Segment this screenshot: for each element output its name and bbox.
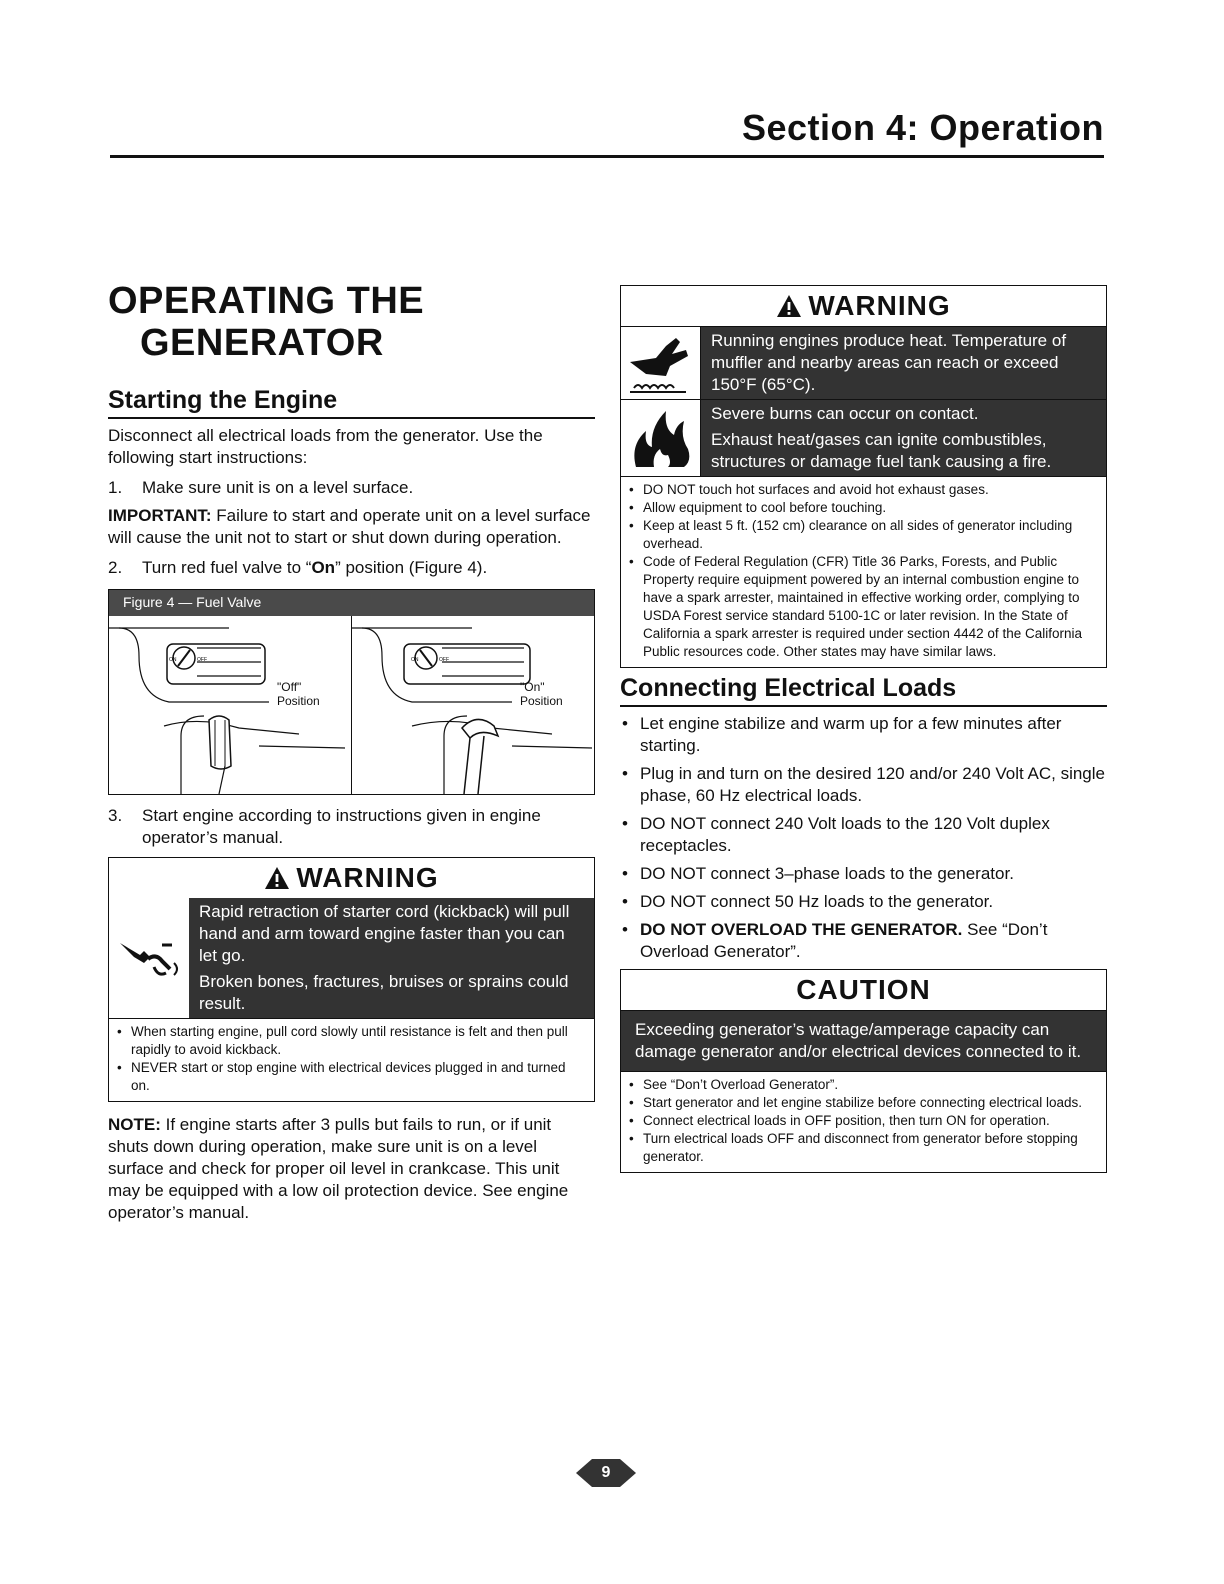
heat-warning-list	[621, 476, 1106, 667]
loads-bullet-list	[620, 713, 1107, 963]
warning-triangle-icon	[776, 294, 802, 318]
caution-box	[620, 969, 1107, 1173]
note-paragraph	[108, 1114, 595, 1224]
figure-panel-on	[351, 616, 594, 794]
off-label-line-2: Position	[277, 694, 320, 708]
figure-fuel-valve	[108, 589, 595, 795]
heat-warning-item: • Code of Federal Regulation (CFR) Title 36 Parks, Forests, and Public Property require equipment powered by an internal combustion engine to have a spark arrester, maintained in effective working order, complying to USDA Forest service standard 5100-1C or later revision. In the State of California a spark arrester is required under section 4442 of the California Public resources code. Other states may have similar laws.	[629, 553, 1098, 661]
kickback-hazard-1: Rapid retraction of starter cord (kickback) will pull hand and arm toward engine faster than you can let go.	[199, 902, 570, 965]
caution-item: • See “Don’t Overload Generator”.	[629, 1076, 1098, 1094]
step-2-number: 2.	[108, 558, 123, 577]
step-1-number: 1.	[108, 478, 123, 497]
loads-bullet: • DO NOT connect 3–phase loads to the generator.	[620, 863, 1107, 885]
step-2-text	[142, 557, 487, 579]
step-3-number: 3.	[108, 806, 123, 825]
caution-title: CAUTION	[796, 974, 931, 1005]
heat-warning-item: • Keep at least 5 ft. (152 cm) clearance on all sides of generator including overhead.	[629, 517, 1098, 553]
step-1-text: Make sure unit is on a level surface.	[142, 478, 414, 497]
page-title-line-2: GENERATOR	[140, 322, 384, 364]
kickback-warning-title	[109, 858, 594, 898]
kickback-hazard-2: Broken bones, fractures, bruises or sprains could result.	[199, 972, 569, 1013]
caution-item: • Connect electrical loads in OFF position, then turn ON for operation.	[629, 1112, 1098, 1130]
important-text: Failure to start and operate unit on a level surface will cause the unit not to start or shut down during operation.	[108, 506, 591, 547]
right-column	[620, 285, 1107, 1173]
dial-off-label-2: OFF	[439, 657, 449, 663]
step-3-text: Start engine according to instructions given in engine operator’s manual.	[142, 806, 541, 847]
on-label-line-1: "On"	[520, 680, 545, 694]
heat-hazard-text-1: Running engines produce heat. Temperature of muffler and nearby areas can reach or exceed 150°F (65°C).	[701, 327, 1106, 399]
step-2	[108, 557, 595, 579]
on-label-line-2: Position	[520, 694, 563, 708]
heat-warning	[620, 285, 1107, 668]
kickback-warning	[108, 857, 595, 1102]
on-position-label	[520, 680, 563, 708]
loads-bullet: • DO NOT connect 240 Volt loads to the 120 Volt duplex receptacles.	[620, 813, 1107, 857]
important-note	[108, 505, 595, 549]
heat-warning-label: WARNING	[808, 290, 951, 321]
step-3	[108, 805, 595, 849]
heat-warning-title	[621, 286, 1106, 326]
heat-hazard-text-2	[701, 400, 1106, 476]
kickback-warning-item: • NEVER start or stop engine with electrical devices plugged in and turned on.	[117, 1059, 586, 1095]
heat-hazard-3: Exhaust heat/gases can ignite combustibles, structures or damage fuel tank causing a fire.	[711, 430, 1052, 471]
important-label: IMPORTANT:	[108, 506, 212, 525]
loads-bullet: • DO NOT connect 50 Hz loads to the generator.	[620, 891, 1107, 913]
heat-hazard-2: Severe burns can occur on contact.	[711, 404, 979, 423]
caution-list	[621, 1071, 1106, 1172]
caution-item: • Turn electrical loads OFF and disconnect from generator before stopping generator.	[629, 1130, 1098, 1166]
note-text: If engine starts after 3 pulls but fails to run, or if unit shuts down during operation, make sure unit is on a level surface and check for proper oil level in crankcase. This unit may be equipped with a low oil protection device. See engine operator’s manual.	[108, 1115, 569, 1222]
overload-bold: DO NOT OVERLOAD THE GENERATOR.	[640, 920, 963, 939]
left-column	[108, 280, 595, 1224]
page-title-line-1: OPERATING THE	[108, 280, 425, 322]
kickback-hazard-text	[189, 898, 594, 1018]
page-number-text: 9	[601, 1464, 611, 1481]
dial-on-label: ON	[169, 657, 177, 663]
subheading-connecting-loads: Connecting Electrical Loads	[620, 674, 1107, 707]
step-2-post: ” position (Figure 4).	[335, 558, 488, 577]
warning-triangle-icon	[264, 866, 290, 890]
heat-warning-item: • DO NOT touch hot surfaces and avoid hot exhaust gases.	[629, 481, 1098, 499]
kickback-hazard-icon	[109, 898, 189, 1018]
kickback-warning-list	[109, 1018, 594, 1101]
section-header	[110, 107, 1104, 158]
overload-rest: See “Don’t Overload Generator”.	[640, 920, 1048, 961]
loads-bullet: • Let engine stabilize and warm up for a few minutes after starting.	[620, 713, 1107, 757]
dial-on-label-2: ON	[411, 657, 419, 663]
kickback-warning-item: • When starting engine, pull cord slowly until resistance is felt and then pull rapidly to avoid kickback.	[117, 1023, 586, 1059]
loads-bullet: • Plug in and turn on the desired 120 and/or 240 Volt AC, single phase, 60 Hz electrical loads.	[620, 763, 1107, 807]
kickback-warning-label: WARNING	[296, 862, 439, 893]
caution-item: • Start generator and let engine stabilize before connecting electrical loads.	[629, 1094, 1098, 1112]
off-position-label	[277, 680, 320, 708]
off-label-line-1: "Off"	[277, 680, 302, 694]
page-number	[576, 1455, 636, 1491]
page-title	[108, 280, 595, 364]
fire-icon	[621, 400, 701, 476]
intro-text: Disconnect all electrical loads from the generator. Use the following start instructions:	[108, 426, 543, 467]
figure-panel-off	[109, 616, 351, 794]
loads-bullet-overload	[620, 919, 1107, 963]
caution-hazard-text: Exceeding generator’s wattage/amperage capacity can damage generator and/or electrical devices connected to it.	[621, 1011, 1106, 1071]
step-2-pre: Turn red fuel valve to “	[142, 558, 312, 577]
dial-off-label: OFF	[197, 657, 207, 663]
step-2-on: On	[311, 558, 336, 577]
step-1	[108, 477, 595, 499]
hot-surface-icon	[621, 327, 701, 399]
figure-caption: Figure 4 — Fuel Valve	[109, 590, 594, 616]
heat-warning-item: • Allow equipment to cool before touching.	[629, 499, 1098, 517]
subheading-starting-engine: Starting the Engine	[108, 386, 595, 419]
section-title: Section 4: Operation	[741, 107, 1104, 148]
note-label: NOTE:	[108, 1115, 161, 1134]
